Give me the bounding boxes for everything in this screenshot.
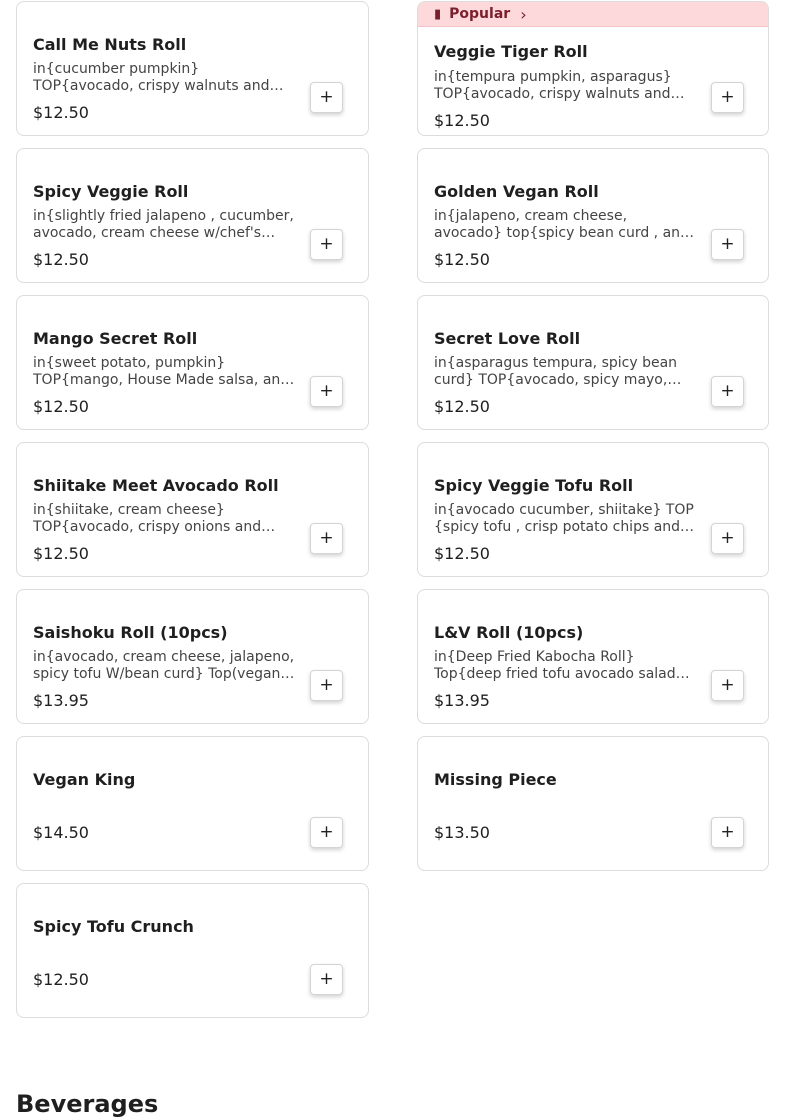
menu-item-card[interactable] [16,883,369,1018]
item-description: in{asparagus tempura, spicy bean curd} TOP{avocado, spicy mayo, [434,355,678,388]
item-description: in{cucumber pumpkin} TOP{avocado, crispy walnuts and [33,61,270,94]
item-name: Veggie Tiger Roll [434,42,588,61]
add-item-button[interactable]: + [310,229,343,260]
item-price: $12.50 [33,970,89,989]
item-name: Spicy Veggie Tofu Roll [434,476,634,495]
item-price: $12.50 [434,397,490,416]
menu-item-card[interactable] [16,442,369,577]
fire-icon: ▮ [434,6,442,22]
add-item-button[interactable]: + [310,523,343,554]
add-item-button[interactable]: + [711,670,744,701]
item-price: $12.50 [434,250,490,269]
item-description: in{Deep Fried Kabocha Roll} Top{deep fried tofu avocado salad [434,649,676,682]
item-description: in{avocado, cream cheese, jalapeno, spicy tofu W/bean curd} Top(vegan [33,649,295,682]
menu-item-card[interactable] [417,736,769,871]
item-price: $12.50 [434,111,490,130]
item-price: $12.50 [33,250,89,269]
item-price: $12.50 [33,544,89,563]
item-description: in{tempura pumpkin, asparagus} TOP{avocado, crispy walnuts and [434,69,672,102]
add-item-button[interactable]: + [711,82,744,113]
item-description: in{avocado cucumber, shiitake} TOP {spicy tofu , crisp potato chips and [434,502,694,535]
popular-badge[interactable] [418,2,768,27]
item-price: $14.50 [33,823,89,842]
menu-item-card[interactable] [417,589,769,724]
item-price: $13.50 [434,823,490,842]
item-description: in{shiitake, cream cheese} TOP{avocado, crispy onions and [33,502,262,535]
add-item-button[interactable]: + [310,964,343,995]
menu-item-card[interactable] [16,148,369,283]
add-item-button[interactable]: + [711,376,744,407]
item-price: $12.50 [33,397,89,416]
add-item-button[interactable]: + [310,670,343,701]
item-name: Golden Vegan Roll [434,182,599,201]
menu-item-card[interactable] [16,736,369,871]
add-item-button[interactable]: + [310,817,343,848]
item-name: Saishoku Roll (10pcs) [33,623,228,642]
add-item-button[interactable]: + [310,376,343,407]
add-item-button[interactable]: + [310,82,343,113]
item-price: $12.50 [33,103,89,122]
item-name: Call Me Nuts Roll [33,35,187,54]
menu-item-card[interactable] [417,1,769,136]
item-name: Spicy Veggie Roll [33,182,189,201]
item-price: $13.95 [33,691,89,710]
item-name: Secret Love Roll [434,329,581,348]
menu-item-card[interactable] [16,589,369,724]
menu-item-grid [16,1,769,1018]
menu-item-card[interactable] [417,148,769,283]
chevron-right-icon: › [520,4,527,24]
menu-item-card[interactable] [16,1,369,136]
add-item-button[interactable]: + [711,817,744,848]
item-name: L&V Roll (10pcs) [434,623,584,642]
add-item-button[interactable]: + [711,523,744,554]
item-name: Shiitake Meet Avocado Roll [33,476,279,495]
item-description: in{jalapeno, cream cheese, avocado} top{spicy bean curd , and [434,208,689,241]
item-description: in{sweet potato, pumpkin} TOP{mango, House Made salsa, and [33,355,290,388]
item-name: Mango Secret Roll [33,329,198,348]
badge-label: Popular [449,6,511,22]
menu-item-card[interactable] [417,442,769,577]
item-name: Missing Piece [434,770,557,789]
item-name: Vegan King [33,770,136,789]
section-title-beverages: Beverages [16,1090,159,1118]
menu-item-card[interactable] [417,295,769,430]
item-price: $13.95 [434,691,490,710]
add-item-button[interactable]: + [711,229,744,260]
item-name: Spicy Tofu Crunch [33,917,194,936]
item-price: $12.50 [434,544,490,563]
item-description: in{slightly fried jalapeno , cucumber, avocado, cream cheese w/chef's [33,208,294,241]
menu-item-card[interactable] [16,295,369,430]
